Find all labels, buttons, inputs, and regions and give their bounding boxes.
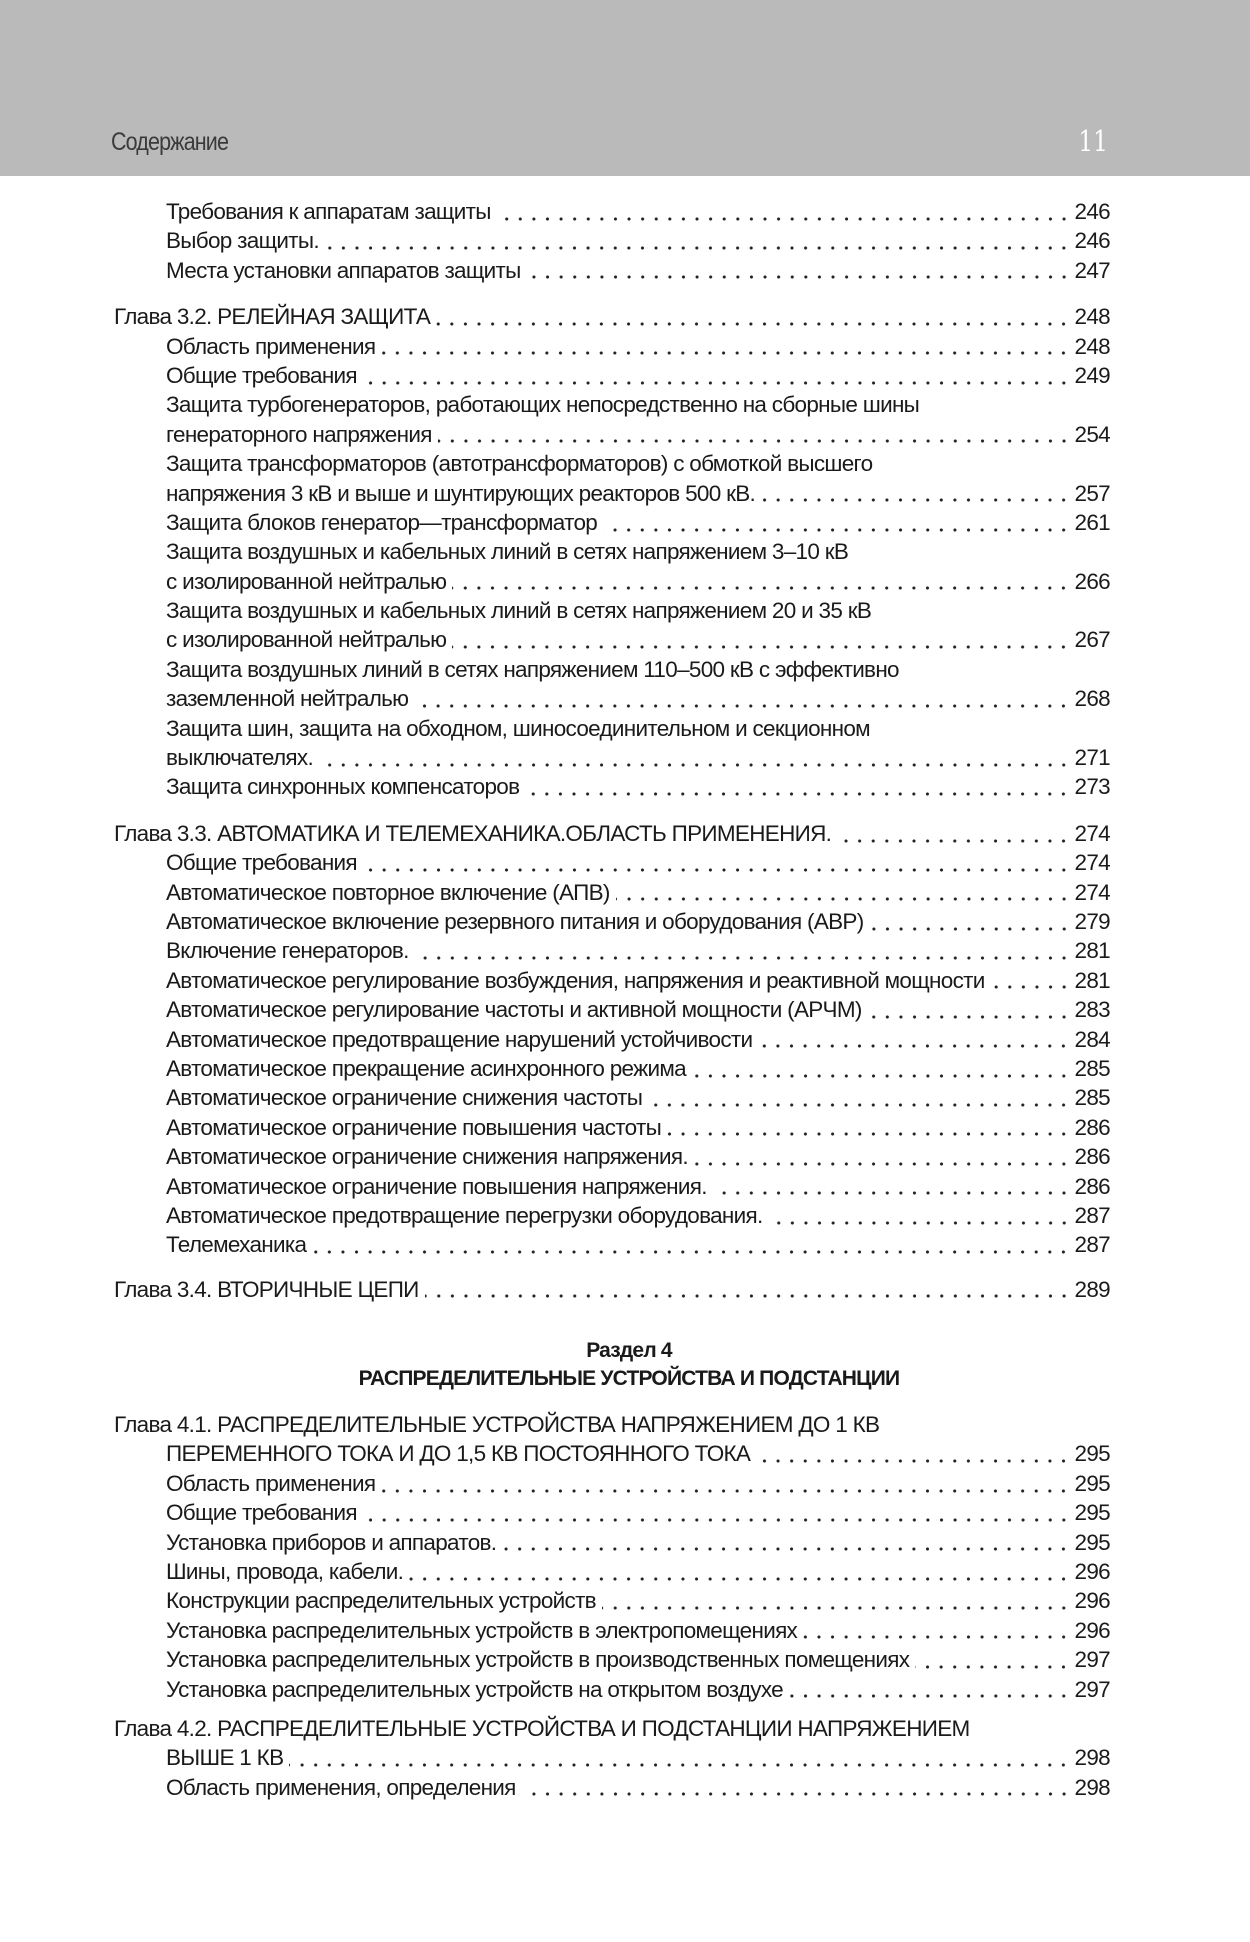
toc-entry[interactable]	[114, 655, 1110, 684]
dot-leader	[756, 1457, 1070, 1465]
entry-page-number: 273	[1074, 774, 1110, 800]
dot-leader	[527, 273, 1071, 281]
entry-title: Автоматическое ограничение повышения напряжения.	[166, 1173, 707, 1199]
dot-leader	[789, 1692, 1071, 1700]
toc-entry[interactable]	[114, 390, 1110, 419]
table-of-contents	[114, 197, 1110, 1802]
toc-group	[114, 1275, 1110, 1304]
toc-entry[interactable]	[114, 1113, 1110, 1142]
dot-leader	[603, 526, 1070, 534]
entry-title: Глава 3.3. АВТОМАТИКА И ТЕЛЕМЕХАНИКА.ОБЛАСТЬ ПРИМЕНЕНИЯ.	[114, 820, 832, 846]
dot-leader	[409, 1575, 1070, 1583]
entry-title: Установка распределительных устройств в производственных помещениях	[166, 1647, 910, 1673]
toc-entry[interactable]	[114, 1201, 1110, 1230]
entry-page-number: 281	[1074, 938, 1110, 964]
entry-title: Автоматическое ограничение повышения частоты	[166, 1114, 662, 1140]
dot-leader	[870, 925, 1071, 933]
toc-entry[interactable]	[114, 256, 1110, 285]
dot-leader	[522, 1790, 1071, 1798]
dot-leader	[803, 1633, 1070, 1641]
entry-page-number: 248	[1074, 333, 1110, 359]
toc-entry[interactable]	[114, 1528, 1110, 1557]
entry-title: Защита турбогенераторов, работающих непосредственно на сборные шины	[166, 392, 920, 418]
toc-entry[interactable]	[114, 907, 1110, 936]
toc-entry[interactable]	[114, 596, 1110, 625]
toc-entry[interactable]	[114, 1645, 1110, 1674]
entry-page-number: 295	[1074, 1500, 1110, 1526]
entry-title: Общие требования	[166, 850, 357, 876]
entry-title: Глава 3.4. ВТОРИЧНЫЕ ЦЕПИ	[114, 1276, 419, 1302]
entry-page-number: 298	[1074, 1774, 1110, 1800]
toc-chapter-entry[interactable]	[114, 1714, 1110, 1743]
dot-leader	[438, 437, 1071, 445]
entry-page-number: 254	[1074, 421, 1110, 447]
toc-group	[114, 819, 1110, 1260]
toc-chapter-entry[interactable]	[114, 302, 1110, 331]
entry-title: Общие требования	[166, 1500, 357, 1526]
toc-chapter-entry[interactable]	[114, 1275, 1110, 1304]
dot-leader	[837, 837, 1070, 845]
entry-page-number: 248	[1074, 304, 1110, 330]
entry-title: Автоматическое ограничение снижения частоты	[166, 1085, 643, 1111]
entry-page-number: 287	[1074, 1202, 1110, 1228]
entry-page-number: 289	[1074, 1276, 1110, 1302]
entry-title: Установка приборов и аппаратов.	[166, 1529, 497, 1555]
entry-title: Автоматическое регулирование возбуждения, напряжения и реактивной мощности	[166, 967, 985, 993]
entry-page-number: 295	[1074, 1441, 1110, 1467]
entry-page-number: 297	[1074, 1676, 1110, 1702]
entry-page-number: 249	[1074, 362, 1110, 388]
entry-page-number: 297	[1074, 1647, 1110, 1673]
entry-title: Включение генераторов.	[166, 938, 409, 964]
entry-title: Глава 4.1. РАСПРЕДЕЛИТЕЛЬНЫЕ УСТРОЙСТВА НАПРЯЖЕНИЕМ ДО 1 КВ	[114, 1412, 880, 1438]
entry-title: Защита шин, защита на обходном, шиносоединительном и секционном	[166, 715, 870, 741]
toc-chapter-entry[interactable]	[114, 1439, 1110, 1468]
entry-title: Автоматическое включение резервного питания и оборудования (АВР)	[166, 908, 864, 934]
entry-title: выключателях.	[166, 745, 314, 771]
entry-title: Установка распределительных устройств на открытом воздухе	[166, 1676, 783, 1702]
entry-title: Общие требования	[166, 362, 357, 388]
entry-page-number: 281	[1074, 967, 1110, 993]
entry-title: Автоматическое ограничение снижения напряжения.	[166, 1144, 688, 1170]
dot-leader	[363, 379, 1071, 387]
entry-title: Глава 4.2. РАСПРЕДЕЛИТЕЛЬНЫЕ УСТРОЙСТВА И ПОДСТАНЦИИ НАПРЯЖЕНИЕМ	[114, 1715, 970, 1741]
dot-leader	[436, 320, 1070, 328]
toc-entry[interactable]	[114, 966, 1110, 995]
dot-leader	[415, 954, 1071, 962]
toc-chapter-entry[interactable]	[114, 1410, 1110, 1439]
toc-entry[interactable]	[114, 1172, 1110, 1201]
toc-entry[interactable]	[114, 1083, 1110, 1112]
dot-leader	[769, 1219, 1071, 1227]
toc-entry[interactable]	[114, 420, 1110, 449]
dot-leader	[363, 866, 1071, 874]
entry-page-number: 246	[1074, 228, 1110, 254]
entry-page-number: 266	[1074, 568, 1110, 594]
entry-title: Защита блоков генератор—трансформатор	[166, 509, 598, 535]
entry-page-number: 246	[1074, 199, 1110, 224]
toc-chapter-entry[interactable]	[114, 1743, 1110, 1772]
toc-entry[interactable]	[114, 197, 1110, 226]
entry-page-number: 298	[1074, 1745, 1110, 1771]
entry-page-number: 296	[1074, 1588, 1110, 1614]
toc-entry[interactable]	[114, 1773, 1110, 1802]
dot-leader	[694, 1160, 1071, 1168]
dot-leader	[713, 1189, 1071, 1197]
entry-title: Защита воздушных и кабельных линий в сетях напряжением 20 и 35 кВ	[166, 598, 872, 624]
entry-title: с изолированной нейтралью	[166, 568, 447, 594]
entry-page-number: 274	[1074, 820, 1110, 846]
section-label: Раздел 4	[586, 1339, 672, 1363]
dot-leader	[319, 761, 1071, 769]
dot-leader	[425, 1292, 1071, 1300]
entry-page-number: 295	[1074, 1529, 1110, 1555]
dot-leader	[692, 1072, 1071, 1080]
entry-title: Установка распределительных устройств в электропомещениях	[166, 1617, 798, 1643]
toc-entry[interactable]	[114, 226, 1110, 255]
dot-leader	[381, 349, 1070, 357]
dot-leader	[381, 1487, 1070, 1495]
entry-page-number: 267	[1074, 627, 1110, 653]
dot-leader	[991, 983, 1071, 991]
toc-entry[interactable]	[114, 479, 1110, 508]
page-number: 11	[1078, 124, 1108, 158]
entry-page-number: 284	[1074, 1026, 1110, 1052]
dot-leader	[915, 1663, 1070, 1671]
toc-group	[114, 302, 1110, 802]
toc-entry[interactable]	[114, 1469, 1110, 1498]
running-title: Содержание	[111, 128, 229, 156]
toc-entry[interactable]	[114, 772, 1110, 801]
toc-entry[interactable]	[114, 1557, 1110, 1586]
dot-leader	[758, 1042, 1070, 1050]
toc-entry[interactable]	[114, 684, 1110, 713]
dot-leader	[452, 643, 1070, 651]
toc-entry[interactable]	[114, 1142, 1110, 1171]
entry-page-number: 285	[1074, 1055, 1110, 1081]
entry-page-number: 279	[1074, 908, 1110, 934]
entry-title: Область применения	[166, 333, 376, 359]
entry-page-number: 261	[1074, 509, 1110, 535]
entry-title: Конструкции распределительных устройств	[166, 1588, 596, 1614]
dot-leader	[616, 895, 1071, 903]
dot-leader	[502, 1545, 1070, 1553]
toc-entry[interactable]	[114, 1586, 1110, 1615]
entry-page-number: 274	[1074, 850, 1110, 876]
entry-title: Защита воздушных и кабельных линий в сетях напряжением 3–10 кВ	[166, 539, 849, 565]
toc-entry[interactable]	[114, 1616, 1110, 1645]
entry-title: Требования к аппаратам защиты	[166, 199, 491, 224]
dot-leader	[648, 1101, 1070, 1109]
toc-entry[interactable]	[114, 878, 1110, 907]
toc-entry[interactable]	[114, 995, 1110, 1024]
toc-entry[interactable]	[114, 537, 1110, 566]
toc-entry[interactable]	[114, 508, 1110, 537]
entry-page-number: 285	[1074, 1085, 1110, 1111]
dot-leader	[525, 790, 1070, 798]
entry-page-number: 286	[1074, 1173, 1110, 1199]
toc-group	[114, 1410, 1110, 1704]
entry-page-number: 286	[1074, 1144, 1110, 1170]
entry-page-number: 283	[1074, 997, 1110, 1023]
section-heading	[114, 1337, 1110, 1393]
entry-title: ВЫШЕ 1 КВ	[166, 1745, 284, 1771]
dot-leader	[761, 496, 1070, 504]
entry-page-number: 268	[1074, 686, 1110, 712]
entry-title: Глава 3.2. РЕЛЕЙНАЯ ЗАЩИТА	[114, 304, 431, 330]
entry-title: Область применения, определения	[166, 1774, 516, 1800]
dot-leader	[289, 1761, 1070, 1769]
dot-leader	[363, 1516, 1071, 1524]
toc-entry[interactable]	[114, 332, 1110, 361]
section-title: РАСПРЕДЕЛИТЕЛЬНЫЕ УСТРОЙСТВА И ПОДСТАНЦИИ	[358, 1367, 900, 1391]
entry-title: с изолированной нейтралью	[166, 627, 447, 653]
entry-page-number: 257	[1074, 480, 1110, 506]
toc-entry[interactable]	[114, 1675, 1110, 1704]
entry-title: Шины, провода, кабели.	[166, 1559, 404, 1585]
entry-page-number: 287	[1074, 1232, 1110, 1258]
toc-entry[interactable]	[114, 1054, 1110, 1083]
entry-title: Телемеханика	[166, 1232, 307, 1258]
dot-leader	[452, 584, 1070, 592]
toc-entry[interactable]	[114, 625, 1110, 654]
toc-entry[interactable]	[114, 714, 1110, 743]
entry-title: Защита воздушных линий в сетях напряжением 110–500 кВ с эффективно	[166, 656, 899, 682]
toc-group	[114, 1714, 1110, 1802]
toc-entry[interactable]	[114, 1230, 1110, 1259]
toc-entry[interactable]	[114, 743, 1110, 772]
toc-entry[interactable]	[114, 1025, 1110, 1054]
entry-page-number: 271	[1074, 745, 1110, 771]
dot-leader	[868, 1013, 1071, 1021]
entry-title: Выбор защиты.	[166, 228, 319, 254]
entry-title: ПЕРЕМЕННОГО ТОКА И ДО 1,5 КВ ПОСТОЯННОГО ТОКА	[166, 1441, 751, 1467]
toc-entry[interactable]	[114, 361, 1110, 390]
toc-chapter-entry[interactable]	[114, 819, 1110, 848]
toc-entry[interactable]	[114, 567, 1110, 596]
entry-title: Автоматическое предотвращение нарушений устойчивости	[166, 1026, 753, 1052]
entry-page-number: 295	[1074, 1470, 1110, 1496]
toc-entry[interactable]	[114, 1498, 1110, 1527]
entry-title: генераторного напряжения	[166, 421, 432, 447]
entry-title: Автоматическое прекращение асинхронного режима	[166, 1055, 686, 1081]
dot-leader	[602, 1604, 1071, 1612]
entry-title: напряжения 3 кВ и выше и шунтирующих реакторов 500 кВ.	[166, 480, 756, 506]
dot-leader	[667, 1130, 1071, 1138]
entry-page-number: 286	[1074, 1114, 1110, 1140]
toc-entry[interactable]	[114, 449, 1110, 478]
toc-entry[interactable]	[114, 936, 1110, 965]
entry-title: Места установки аппаратов защиты	[166, 257, 521, 283]
entry-title: Автоматическое предотвращение перегрузки оборудования.	[166, 1202, 763, 1228]
entry-page-number: 247	[1074, 257, 1110, 283]
entry-title: Автоматическое повторное включение (АПВ)	[166, 879, 610, 905]
dot-leader	[312, 1248, 1070, 1256]
page-header	[0, 0, 1250, 176]
entry-title: Защита синхронных компенсаторов	[166, 774, 520, 800]
entry-title: Защита трансформаторов (автотрансформаторов) с обмоткой высшего	[166, 451, 873, 477]
entry-title: Область применения	[166, 1470, 376, 1496]
toc-entry[interactable]	[114, 848, 1110, 877]
entry-page-number: 296	[1074, 1559, 1110, 1585]
toc-group	[114, 197, 1110, 285]
entry-page-number: 274	[1074, 879, 1110, 905]
entry-page-number: 296	[1074, 1617, 1110, 1643]
dot-leader	[497, 215, 1071, 223]
entry-title: заземленной нейтралью	[166, 686, 409, 712]
entry-title: Автоматическое регулирование частоты и активной мощности (АРЧМ)	[166, 997, 862, 1023]
dot-leader	[414, 702, 1070, 710]
dot-leader	[325, 244, 1071, 252]
